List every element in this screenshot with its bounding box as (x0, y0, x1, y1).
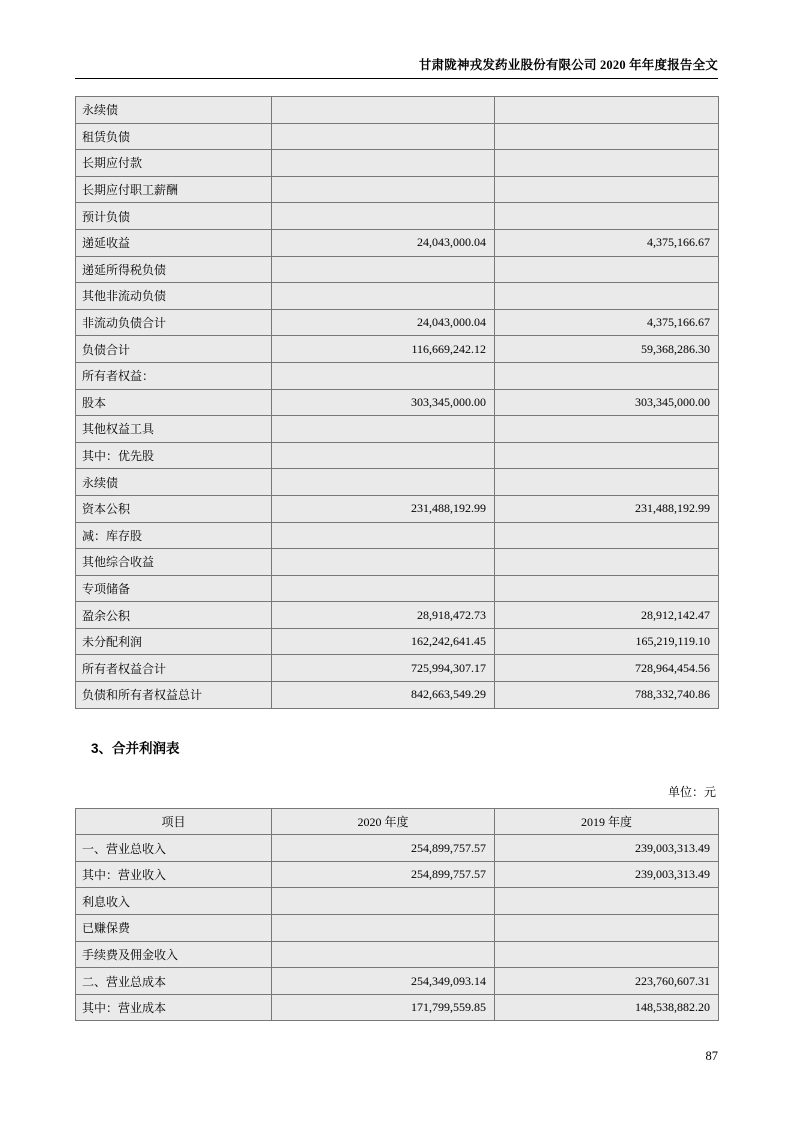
row-label: 股本 (76, 389, 272, 416)
row-value-prior: 28,912,142.47 (495, 602, 719, 629)
row-value-prior: 59,368,286.30 (495, 336, 719, 363)
row-label: 永续债 (76, 97, 272, 124)
table-row (76, 835, 719, 862)
row-value-current: 28,918,472.73 (272, 602, 495, 629)
table-row (76, 888, 719, 915)
row-value-prior (495, 575, 719, 602)
row-value-current (272, 362, 495, 389)
row-value-current: 24,043,000.04 (272, 229, 495, 256)
row-value-current (272, 888, 495, 915)
row-value-prior (495, 97, 719, 124)
row-value-prior: 223,760,607.31 (495, 968, 719, 995)
row-label: 所有者权益合计 (76, 655, 272, 682)
table-row (76, 522, 719, 549)
row-value-prior (495, 283, 719, 310)
row-value-prior (495, 549, 719, 576)
table-row (76, 97, 719, 124)
table-row (76, 229, 719, 256)
table-row (76, 469, 719, 496)
row-value-prior: 165,219,119.10 (495, 628, 719, 655)
row-value-prior (495, 522, 719, 549)
row-value-current (272, 549, 495, 576)
table-row (76, 123, 719, 150)
row-value-current: 231,488,192.99 (272, 495, 495, 522)
row-value-prior (495, 256, 719, 283)
row-label: 递延所得税负债 (76, 256, 272, 283)
table-row (76, 682, 719, 709)
row-label: 减：库存股 (76, 522, 272, 549)
table-row (76, 602, 719, 629)
row-value-current: 162,242,641.45 (272, 628, 495, 655)
row-value-prior: 148,538,882.20 (495, 994, 719, 1021)
row-value-current (272, 123, 495, 150)
table-header-row (76, 808, 719, 835)
row-value-prior (495, 203, 719, 230)
table-row (76, 915, 719, 942)
row-value-prior (495, 362, 719, 389)
row-value-prior: 303,345,000.00 (495, 389, 719, 416)
row-value-prior: 4,375,166.67 (495, 229, 719, 256)
row-value-prior (495, 176, 719, 203)
balance-sheet-table (75, 96, 719, 709)
row-label: 其中：优先股 (76, 442, 272, 469)
page-header: 甘肃陇神戎发药业股份有限公司 2020 年年度报告全文 (418, 58, 718, 72)
row-label: 其他权益工具 (76, 416, 272, 443)
row-value-current: 725,994,307.17 (272, 655, 495, 682)
row-label: 已赚保费 (76, 915, 272, 942)
row-value-current (272, 469, 495, 496)
row-label: 负债合计 (76, 336, 272, 363)
row-value-current: 254,899,757.57 (272, 835, 495, 862)
table-row (76, 655, 719, 682)
row-label: 利息收入 (76, 888, 272, 915)
row-value-current (272, 416, 495, 443)
table-row (76, 994, 719, 1021)
row-label: 永续债 (76, 469, 272, 496)
row-label: 盈余公积 (76, 602, 272, 629)
row-value-current: 254,899,757.57 (272, 861, 495, 888)
row-value-current (272, 97, 495, 124)
page-content (75, 96, 718, 1021)
row-label: 一、营业总收入 (76, 835, 272, 862)
table-row (76, 176, 719, 203)
table-row (76, 309, 719, 336)
row-label: 所有者权益： (76, 362, 272, 389)
row-label: 手续费及佣金收入 (76, 941, 272, 968)
table-row (76, 861, 719, 888)
row-value-current: 842,663,549.29 (272, 682, 495, 709)
row-value-prior (495, 469, 719, 496)
row-value-current (272, 522, 495, 549)
table-row (76, 362, 719, 389)
row-value-current: 171,799,559.85 (272, 994, 495, 1021)
row-value-prior (495, 442, 719, 469)
row-label: 租赁负债 (76, 123, 272, 150)
row-value-prior (495, 941, 719, 968)
page-number: 87 (705, 1049, 718, 1063)
unit-label: 单位：元 (667, 784, 716, 799)
section-title: 3、合并利润表 (91, 740, 180, 756)
row-label: 专项储备 (76, 575, 272, 602)
row-value-prior (495, 888, 719, 915)
column-header: 2019 年度 (495, 808, 719, 835)
table-row (76, 628, 719, 655)
row-value-current (272, 915, 495, 942)
row-value-current (272, 283, 495, 310)
row-value-prior (495, 123, 719, 150)
row-value-current (272, 442, 495, 469)
row-value-prior: 4,375,166.67 (495, 309, 719, 336)
row-value-prior: 788,332,740.86 (495, 682, 719, 709)
row-label: 其他综合收益 (76, 549, 272, 576)
table-row (76, 336, 719, 363)
row-label: 预计负债 (76, 203, 272, 230)
row-value-current: 116,669,242.12 (272, 336, 495, 363)
table-row (76, 941, 719, 968)
row-value-current (272, 203, 495, 230)
row-value-current (272, 150, 495, 177)
row-value-prior: 239,003,313.49 (495, 835, 719, 862)
table-row (76, 549, 719, 576)
table-row (76, 495, 719, 522)
table-row (76, 442, 719, 469)
column-header: 项目 (76, 808, 272, 835)
table-row (76, 256, 719, 283)
row-label: 二、营业总成本 (76, 968, 272, 995)
row-label: 负债和所有者权益总计 (76, 682, 272, 709)
row-label: 长期应付职工薪酬 (76, 176, 272, 203)
header-divider (75, 78, 718, 79)
row-value-prior (495, 150, 719, 177)
row-value-current: 254,349,093.14 (272, 968, 495, 995)
row-value-current: 303,345,000.00 (272, 389, 495, 416)
row-label: 长期应付款 (76, 150, 272, 177)
table-row (76, 968, 719, 995)
row-label: 未分配利润 (76, 628, 272, 655)
row-value-current: 24,043,000.04 (272, 309, 495, 336)
table-row (76, 283, 719, 310)
table-row (76, 203, 719, 230)
table-row (76, 575, 719, 602)
row-value-prior: 231,488,192.99 (495, 495, 719, 522)
row-label: 资本公积 (76, 495, 272, 522)
table-row (76, 389, 719, 416)
row-value-prior (495, 915, 719, 942)
row-value-prior (495, 416, 719, 443)
income-statement-table (75, 808, 719, 1022)
row-value-current (272, 176, 495, 203)
row-label: 其中：营业收入 (76, 861, 272, 888)
row-value-current (272, 941, 495, 968)
row-value-current (272, 575, 495, 602)
row-label: 其中：营业成本 (76, 994, 272, 1021)
row-label: 非流动负债合计 (76, 309, 272, 336)
row-label: 其他非流动负债 (76, 283, 272, 310)
column-header: 2020 年度 (272, 808, 495, 835)
table-row (76, 150, 719, 177)
table-row (76, 416, 719, 443)
row-label: 递延收益 (76, 229, 272, 256)
row-value-prior: 239,003,313.49 (495, 861, 719, 888)
row-value-current (272, 256, 495, 283)
row-value-prior: 728,964,454.56 (495, 655, 719, 682)
